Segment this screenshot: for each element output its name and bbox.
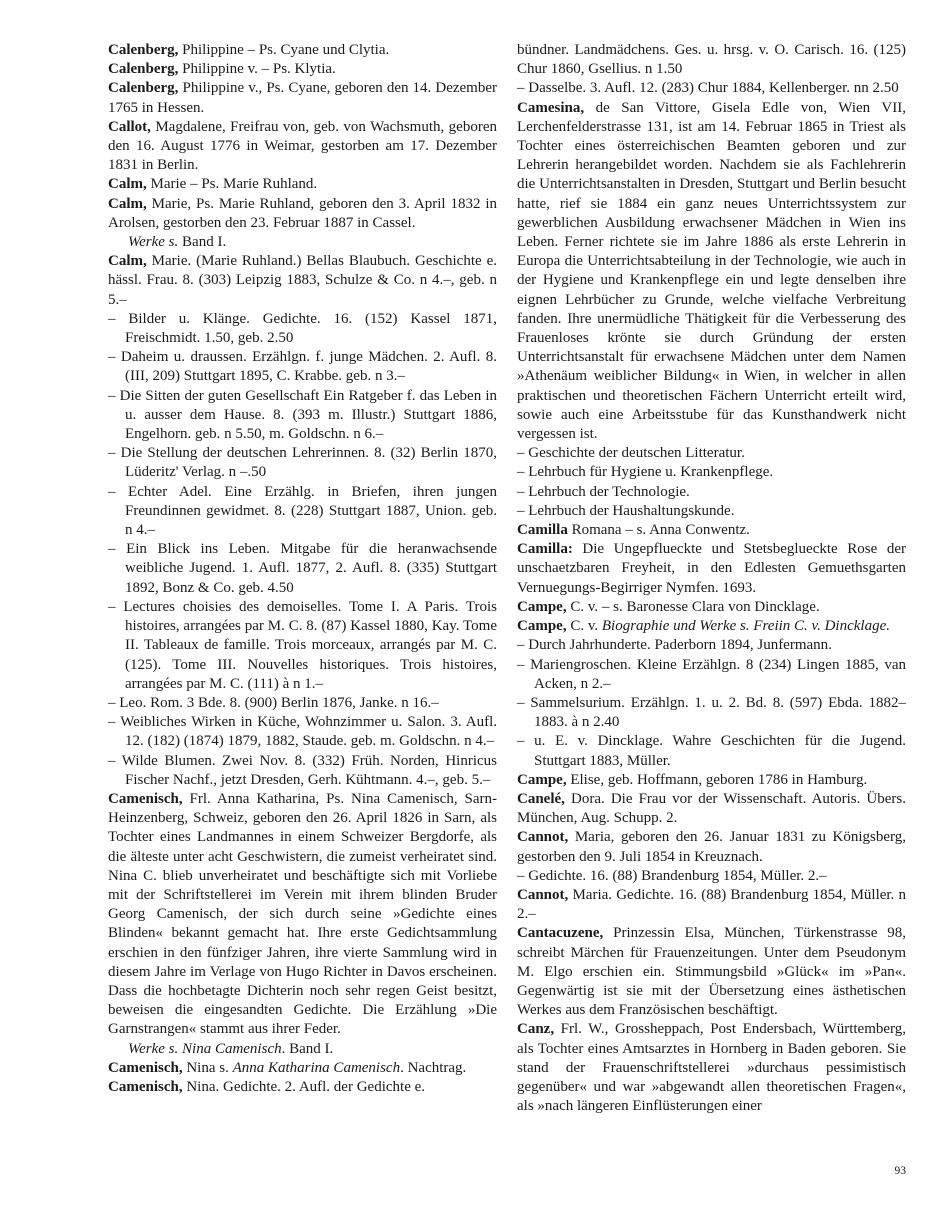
work-list-item xyxy=(517,502,906,521)
entry-paragraph xyxy=(108,1059,497,1078)
work-list-item xyxy=(517,656,906,694)
entry-headword: Camilla xyxy=(517,522,568,539)
work-list-item xyxy=(108,483,497,541)
entry-headword: Camesina, xyxy=(517,99,585,116)
entry-headword: Campe, xyxy=(517,598,567,615)
entry-headword: Camenisch, xyxy=(108,1078,183,1095)
entry-paragraph xyxy=(517,41,906,79)
text-segment: Maria. Gedichte. 16. (88) Brandenburg 1854, Müller. n 2.– xyxy=(517,886,906,923)
text-segment: – Lehrbuch der Technologie. xyxy=(517,483,690,500)
text-segment: Elise, geb. Hoffmann, geboren 1786 in Hamburg. xyxy=(566,771,868,788)
entry-paragraph xyxy=(517,790,906,828)
work-list-item xyxy=(108,540,497,598)
text-segment: Maria, geboren den 26. Januar 1831 zu Königsberg, gestorben den 9. Juli 1854 in Kreuznach. xyxy=(517,829,906,865)
entry-headword: Calenberg, xyxy=(108,61,179,78)
work-list-item xyxy=(108,713,497,751)
text-segment: – Daheim u. draussen. Erzählgn. f. junge Mädchen. 2. Aufl. 8. (III, 209) Stuttgart 1895, C. Krabbe. geb. n 3.– xyxy=(108,349,497,385)
text-segment: Marie, Ps. Marie Ruhland, geboren den 3. April 1832 in Arolsen, gestorben den 23. Februar 1887 in Cassel. xyxy=(108,195,497,231)
werke-reference-line xyxy=(108,233,497,252)
entry-paragraph xyxy=(108,41,497,60)
text-segment: – Lehrbuch der Haushaltungskunde. xyxy=(517,502,735,519)
text-segment: . Nachtrag. xyxy=(400,1059,467,1076)
text-segment: – Die Sitten der guten Gesellschaft Ein Ratgeber f. das Leben in u. ausser dem Hause. 8. (393 m. Illustr.) Stuttgart 1886, Engelhorn. geb. n 5.50, m. Goldschn. n 6.– xyxy=(108,387,497,443)
text-segment: – Geschichte der deutschen Litteratur. xyxy=(517,445,745,462)
text-segment: Marie. (Marie Ruhland.) Bellas Blaubuch. Geschichte e. hässl. Frau. 8. (303) Leipzig 1883, Schulze & Co. n 4.–, geb. n 5.– xyxy=(108,253,497,308)
entry-paragraph xyxy=(517,598,906,617)
text-segment: C. v. – s. Baronesse Clara von Dincklage. xyxy=(566,598,820,615)
text-segment: . Band I. xyxy=(281,1040,334,1057)
text-segment: – u. E. v. Dincklage. Wahre Geschichten für die Jugend. Stuttgart 1883, Müller. xyxy=(517,733,906,769)
text-segment: – Die Stellung der deutschen Lehrerinnen. 8. (32) Berlin 1870, Lüderitz' Verlag. n –.50 xyxy=(108,445,497,481)
text-segment: – Lehrbuch für Hygiene u. Krankenpflege. xyxy=(517,464,774,481)
text-segment: – Mariengroschen. Kleine Erzählgn. 8 (234) Lingen 1885, van Acken, n 2.– xyxy=(517,656,906,692)
entry-paragraph xyxy=(108,1078,497,1097)
work-list-item xyxy=(517,79,906,98)
entry-headword: Cannot, xyxy=(517,829,569,846)
work-list-item xyxy=(517,732,906,770)
work-list-item xyxy=(108,694,497,713)
text-segment: C. v. xyxy=(566,618,602,635)
entry-headword: Calm, xyxy=(108,195,147,212)
text-segment: Philippine – Ps. Cyane und Clytia. xyxy=(178,42,390,58)
work-list-item xyxy=(517,867,906,886)
text-segment: de San Vittore, Gisela Edle von, Wien VII, Lerchenfelderstrasse 131, ist am 14. Februar 1865 in Triest als Tochter eines österreichischen Beamten geboren und zur Lehrerin herangebildet worden. Nachdem sie als Fachlehrerin die Unterrichtsanstalten in Dresden, Stuttgart und Berlin besucht hatte, rief sie 1884 ein ganz neues Unterrichtssystem zur gewerblichen Ausbildung erwachsener Mädchen in Wien ins Leben. Ferner richtete sie im Jahre 1886 als erste Lehrerin in Europa die Unterrichtsabteilung in der Technologie, wie auch in der Hygiene und Krankenpflege ein und legte denselben ihre eignen Lehrbücher zu Grunde, welche vielfache Verbreitung fanden. Ihre unermüdliche Thätigkeit für die Verbesserung des Frauenloses krönte sie durch Gründung der ersten Unterrichtsanstalt für erwachsene Mädchen unter dem Namen »Athenäum weiblicher Bildung« in Wien, in welcher in allen praktischen und theoretischen Fächern Unterricht erteilt wird, sowie auch eine Arbeitsstube für das Kunsthandwerk nicht vergessen ist. xyxy=(517,99,906,443)
text-segment: – Gedichte. 16. (88) Brandenburg 1854, Müller. 2.– xyxy=(517,867,827,884)
entry-headword: Campe, xyxy=(517,618,567,635)
work-list-item xyxy=(108,348,497,386)
text-segment: Biographie und Werke s. Freiin C. v. Dincklage. xyxy=(601,618,890,635)
text-segment: Marie – Ps. Marie Ruhland. xyxy=(146,176,318,193)
work-list-item xyxy=(517,483,906,502)
entry-paragraph xyxy=(108,60,497,79)
text-segment: Philippine v., Ps. Cyane, geboren den 14. Dezember 1765 in Hessen. xyxy=(108,80,497,116)
text-segment: – Wilde Blumen. Zwei Nov. 8. (332) Früh. Norden, Hinricus Fischer Nachf., jetzt Dresden, Gerh. Kühtmann. 4.–, geb. 5.– xyxy=(108,752,497,788)
entry-paragraph xyxy=(517,540,906,598)
entry-headword: Camilla: xyxy=(517,541,573,558)
entry-paragraph xyxy=(108,118,497,176)
text-segment: Die Ungepflueckte und Stetsbeglueckte Rose der unschaetzbaren Freyheit, in den Edlesten Gemuethsgarten Vernuegungs-Begirriger Nymfen. 1693. xyxy=(517,541,906,596)
text-segment: Dora. Die Frau vor der Wissenschaft. Autoris. Übers. München, Aug. Schupp. 2. xyxy=(517,790,906,827)
work-list-item xyxy=(108,752,497,790)
text-segment: Frl. Anna Katharina, Ps. Nina Camenisch, Sarn-Heinzenberg, Schweiz, geboren den 26. April 1826 in Sarn, als Tochter eines Landmannes in einem Schweizer Bergdorfe, als die älteste unter acht Geschwistern, die zumeist verheiratet sind. Nina C. blieb unverheiratet und beschäftigte sich mit Vorliebe mit der Schriftstellerei im Verein mit ihrem blinden Bruder Georg Camenisch, der sich durch seine »Gedichte eines Blinden« bekannt gemacht hat. Ihre erste Gedichtsammlung erschien in den fünfziger Jahren, ihre vierte Sammlung wird in diesem Jahre im Verlage von Hugo Richter in Davos erscheinen. Dass die hochbetagte Dichterin noch sehr regen Geist besitzt, beweisen die eingesandten Gedichte. Die Erzählung »Die Garnstrangen« stammt aus ihrer Feder. xyxy=(108,790,497,1038)
text-segment: bündner. Landmädchens. Ges. u. hrsg. v. O. Carisch. 16. (125) Chur 1860, Gsellius. n 1.50 xyxy=(517,42,906,78)
work-list-item xyxy=(108,387,497,445)
entry-headword: Calenberg, xyxy=(108,80,179,97)
text-segment: – Leo. Rom. 3 Bde. 8. (900) Berlin 1876, Janke. n 16.– xyxy=(108,694,439,711)
entry-headword: Camenisch, xyxy=(108,790,183,807)
text-segment: – Ein Blick ins Leben. Mitgabe für die heranwachsende weibliche Jugend. 1. Aufl. 1877, 2. Aufl. 8. (335) Stuttgart 1892, Bonz & Co. geb. 4.50 xyxy=(108,541,497,596)
work-list-item xyxy=(108,598,497,694)
text-segment: Romana – s. Anna Conwentz. xyxy=(567,522,750,539)
entry-paragraph xyxy=(517,828,906,866)
work-list-item xyxy=(517,694,906,732)
page-number: 93 xyxy=(894,1165,906,1177)
entry-paragraph xyxy=(517,521,906,540)
entry-headword: Cantacuzene, xyxy=(517,925,604,942)
text-segment: Nina s. xyxy=(182,1059,233,1076)
entry-headword: Calm, xyxy=(108,253,147,270)
entry-paragraph xyxy=(108,195,497,233)
entry-paragraph xyxy=(517,99,906,445)
text-segment: Werke s. Nina Camenisch xyxy=(128,1040,282,1057)
entry-paragraph xyxy=(517,886,906,924)
entry-paragraph xyxy=(517,617,906,636)
text-segment: Nina. Gedichte. 2. Aufl. der Gedichte e. xyxy=(182,1078,426,1095)
text-segment: – Bilder u. Klänge. Gedichte. 16. (152) Kassel 1871, Freischmidt. 1.50, geb. 2.50 xyxy=(108,310,497,347)
work-list-item xyxy=(108,310,497,348)
text-segment: – Sammelsurium. Erzählgn. 1. u. 2. Bd. 8. (597) Ebda. 1882–1883. à n 2.40 xyxy=(517,694,906,731)
text-segment: Magdalene, Freifrau von, geb. von Wachsmuth, geboren den 16. August 1776 in Weimar, gestorben am 17. Dezember 1831 in Berlin. xyxy=(108,118,497,174)
work-list-item xyxy=(517,444,906,463)
entry-paragraph xyxy=(108,79,497,117)
entry-headword: Cannot, xyxy=(517,886,569,903)
entry-paragraph xyxy=(517,1020,906,1116)
entry-paragraph xyxy=(517,771,906,790)
work-list-item xyxy=(108,444,497,482)
work-list-item xyxy=(517,636,906,655)
work-list-item xyxy=(517,463,906,482)
entry-headword: Callot, xyxy=(108,118,151,135)
entry-paragraph xyxy=(108,790,497,1040)
text-segment: Prinzessin Elsa, München, Türkenstrasse 98, schreibt Märchen für Frauenzeitungen. Unter dem Pseudonym M. Elgo erschien ein. Stimmungsbild »Glück« im »Pan«. Gegenwärtig ist sie mit der Übersetzung eines ästhetischen Werkes aus dem Französischen beschäftigt. xyxy=(517,925,906,1019)
entry-headword: Canz, xyxy=(517,1021,555,1038)
text-segment: Band I. xyxy=(178,234,227,251)
text-segment: – Echter Adel. Eine Erzählg. in Briefen, ihren jungen Freundinnen gewidmet. 8. (228) Stuttgart 1887, Union. geb. n 4.– xyxy=(108,483,497,539)
entry-headword: Canelé, xyxy=(517,790,565,807)
werke-reference-line xyxy=(108,1040,497,1059)
text-segment: – Durch Jahrhunderte. Paderborn 1894, Junfermann. xyxy=(517,637,832,654)
text-segment: Werke s. xyxy=(128,234,179,251)
text-segment: Anna Katharina Camenisch xyxy=(232,1059,401,1076)
text-segment: – Dasselbe. 3. Aufl. 12. (283) Chur 1884, Kellenberger. nn 2.50 xyxy=(517,80,899,97)
entry-paragraph xyxy=(108,175,497,194)
left-column xyxy=(108,41,497,1097)
text-segment: – Weibliches Wirken in Küche, Wohnzimmer u. Salon. 3. Aufl. 12. (182) (1874) 1879, 1882, Staude. geb. m. Goldschn. n 4.– xyxy=(108,714,497,750)
entry-headword: Calm, xyxy=(108,176,147,193)
entry-headword: Calenberg, xyxy=(108,42,179,58)
text-segment: Frl. W., Grossheppach, Post Endersbach, Württemberg, als Tochter eines Amtsarztes in Hornberg in Baden geboren. Sie stand der Frauenschriftstellerei »durchaus pessimistisch gegenüber« und war »abgewandt allen theoretischen Fragen«, als »nach längeren Einflüsterungen einer xyxy=(517,1021,906,1115)
right-column xyxy=(517,41,906,1116)
entry-paragraph xyxy=(517,924,906,1020)
entry-paragraph xyxy=(108,252,497,310)
text-segment: – Lectures choisies des demoiselles. Tome I. A Paris. Trois histoires, arrangées par M. C. 8. (87) Kassel 1880, Kay. Tome II. Tableaux de famille. Trois morceaux, arrangés par M. C. (125). Tome III. Nouvelles historiques. Trois histoires, arrangées par M. C. (111) à n 1.– xyxy=(108,598,497,692)
text-segment: Philippine v. – Ps. Klytia. xyxy=(178,61,336,78)
entry-headword: Campe, xyxy=(517,771,567,788)
entry-headword: Camenisch, xyxy=(108,1059,183,1076)
